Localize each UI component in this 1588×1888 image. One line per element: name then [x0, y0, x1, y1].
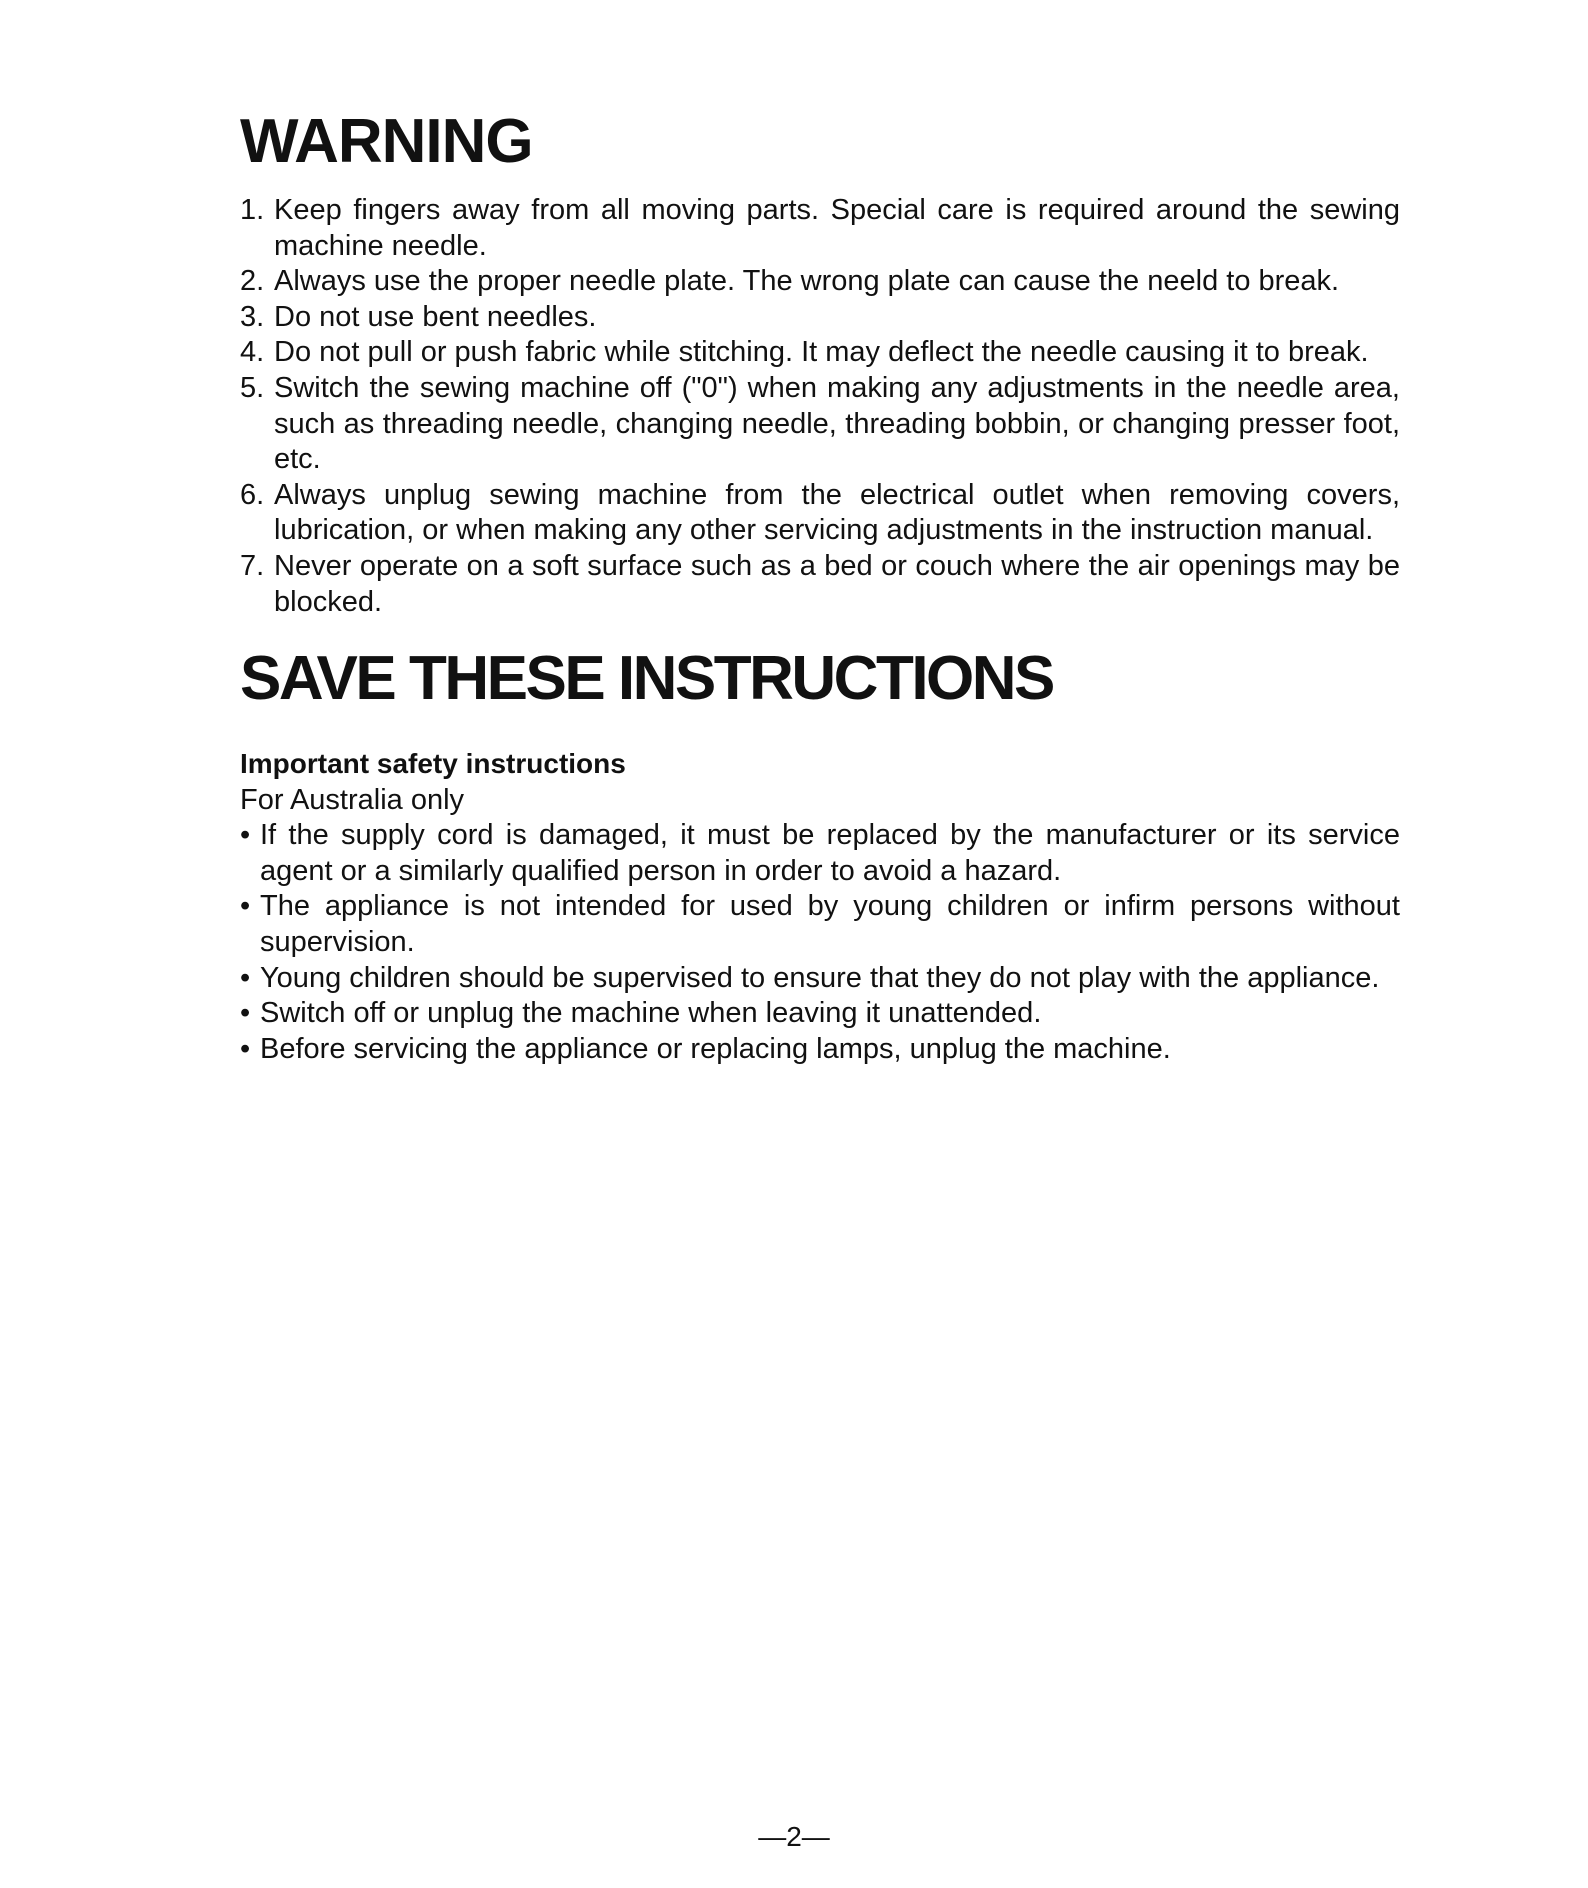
page-number: —2—	[758, 1821, 830, 1852]
warning-item-number: 4.	[240, 336, 265, 369]
warning-item	[240, 264, 1400, 300]
safety-subheading: Important safety instructions	[240, 748, 626, 780]
warning-item-text: Never operate on a soft surface such as a bed or couch where the air openings may be blocked.	[274, 549, 1400, 618]
bullet-icon: •	[240, 819, 251, 852]
warning-item	[240, 478, 1400, 549]
warning-item-number: 1.	[240, 194, 265, 226]
safety-bullet-text: Switch off or unplug the machine when leaving it unattended.	[260, 997, 1042, 1030]
warning-item-number: 2.	[240, 265, 265, 298]
warning-item	[240, 335, 1400, 371]
safety-bullet-item	[240, 818, 1400, 889]
warning-item-text: Keep fingers away from all moving parts. Special care is required around the sewing machine needle.	[274, 194, 1400, 262]
warning-item-text: Always use the proper needle plate. The wrong plate can cause the neeld to break.	[274, 265, 1340, 298]
safety-bullet-item	[240, 961, 1400, 997]
warning-item-number: 3.	[240, 300, 265, 333]
warning-item-number: 6.	[240, 478, 265, 511]
warning-item	[240, 300, 1400, 336]
safety-bullet-text: If the supply cord is damaged, it must be replaced by the manufacturer or its service agent or a similarly qualified person in order to avoid a hazard.	[260, 819, 1400, 887]
safety-bullet-list	[240, 818, 1400, 1067]
warning-item	[240, 193, 1400, 264]
warning-item-text: Do not pull or push fabric while stitching. It may deflect the needle causing it to break.	[274, 336, 1369, 369]
save-instructions-heading: SAVE THESE INSTRUCTIONS	[240, 644, 1053, 714]
bullet-icon: •	[240, 890, 251, 923]
warning-item-number: 7.	[240, 549, 265, 582]
warning-item	[240, 371, 1400, 478]
warning-heading: WARNING	[240, 107, 533, 176]
safety-bullet-item	[240, 1032, 1400, 1068]
page-content	[240, 105, 1400, 1067]
warning-item-number: 5.	[240, 371, 265, 404]
safety-bullet-text: Young children should be supervised to ensure that they do not play with the appliance.	[260, 961, 1380, 994]
region-note: For Australia only	[240, 784, 465, 817]
warning-item-text: Switch the sewing machine off ("0") when making any adjustments in the needle area, such as threading needle, changing needle, threading bobbin, or changing presser foot, etc.	[274, 371, 1400, 476]
warning-list	[240, 193, 1400, 620]
safety-bullet-text: Before servicing the appliance or replacing lamps, unplug the machine.	[260, 1032, 1171, 1065]
warning-item-text: Do not use bent needles.	[274, 300, 597, 333]
bullet-icon: •	[240, 997, 251, 1030]
warning-item	[240, 549, 1400, 620]
warning-item-text: Always unplug sewing machine from the electrical outlet when removing covers, lubrication, or when making any other servicing adjustments in the instruction manual.	[274, 478, 1400, 547]
bullet-icon: •	[240, 961, 251, 994]
bullet-icon: •	[240, 1032, 251, 1065]
safety-bullet-item	[240, 996, 1400, 1032]
safety-bullet-item	[240, 889, 1400, 960]
safety-bullet-text: The appliance is not intended for used by young children or infirm persons without supervision.	[260, 890, 1400, 958]
